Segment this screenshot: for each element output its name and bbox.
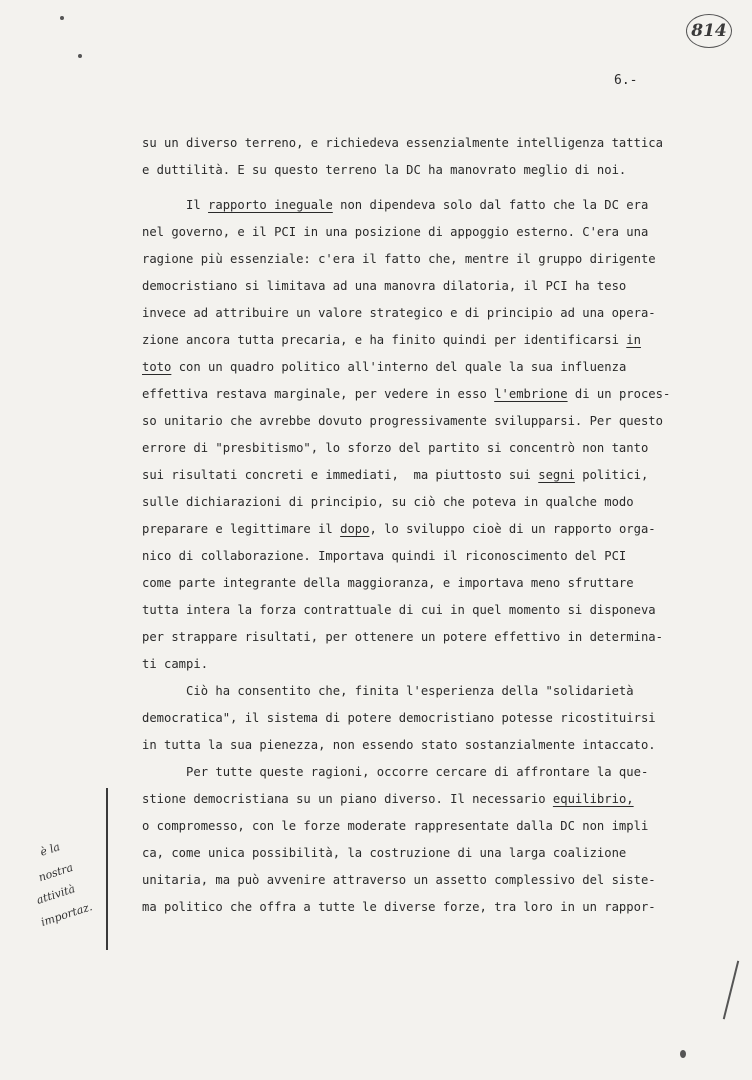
text-segment: di un proces-: [567, 387, 671, 401]
text-line: [142, 548, 626, 564]
text-line: [142, 440, 648, 456]
text-segment: effettiva restava marginale, per vedere in esso: [142, 387, 495, 401]
text-line: [142, 135, 663, 151]
text-segment: come parte integrante della maggioranza, e importava meno sfruttare: [142, 576, 634, 590]
text-line: [142, 332, 641, 348]
text-segment: Il: [142, 198, 209, 212]
text-line: [142, 764, 648, 780]
text-line: [142, 629, 663, 645]
text-segment: ma politico che offra a tutte le diverse forze, tra loro in un rappor-: [142, 900, 656, 914]
text-line: [142, 845, 626, 861]
ink-speck: [78, 54, 82, 58]
text-segment: unitaria, ma può avvenire attraverso un assetto complessivo del siste-: [142, 873, 656, 887]
archive-stamp: 814: [686, 14, 732, 48]
text-line: [142, 359, 626, 375]
text-line: [142, 305, 656, 321]
margin-note-line: nostra: [36, 860, 75, 885]
underlined-text: dopo: [340, 522, 370, 536]
page-number: 6.-: [614, 73, 638, 88]
text-segment: nico di collaborazione. Importava quindi il riconoscimento del PCI: [142, 549, 627, 563]
text-line: [142, 575, 634, 591]
text-line: [142, 162, 626, 178]
text-line: [142, 197, 648, 213]
text-line: [142, 386, 670, 402]
text-segment: Ciò ha consentito che, finita l'esperienza della "solidarietà: [142, 684, 634, 698]
text-line: [142, 251, 656, 267]
text-line: [142, 791, 634, 807]
margin-note-line: è la: [38, 840, 62, 859]
margin-vertical-line: [106, 788, 108, 950]
text-segment: , lo sviluppo cioè di un rapporto orga-: [369, 522, 656, 536]
text-segment: zione ancora tutta precaria, e ha finito quindi per identificarsi: [142, 333, 627, 347]
underlined-text: segni: [538, 468, 575, 482]
text-segment: ragione più essenziale: c'era il fatto che, mentre il gruppo dirigente: [142, 252, 656, 266]
text-segment: o compromesso, con le forze moderate rappresentate dalla DC non impli: [142, 819, 649, 833]
text-segment: democratica", il sistema di potere democristiano potesse ricostituirsi: [142, 711, 656, 725]
text-line: [142, 467, 648, 483]
text-segment: so unitario che avrebbe dovuto progressivamente svilupparsi. Per questo: [142, 414, 663, 428]
text-line: [142, 710, 656, 726]
underlined-text: rapporto ineguale: [208, 198, 333, 212]
underlined-text: toto: [142, 360, 172, 374]
text-segment: per strappare risultati, per ottenere un potere effettivo in determina-: [142, 630, 663, 644]
text-segment: democristiano si limitava ad una manovra dilatoria, il PCI ha teso: [142, 279, 627, 293]
text-segment: Per tutte queste ragioni, occorre cercare di affrontare la que-: [142, 765, 649, 779]
text-segment: errore di "presbitismo", lo sforzo del partito si concentrò non tanto: [142, 441, 649, 455]
text-segment: e duttilità. E su questo terreno la DC ha manovrato meglio di noi.: [142, 163, 627, 177]
text-line: [142, 818, 648, 834]
text-segment: nel governo, e il PCI in una posizione di appoggio esterno. C'era una: [142, 225, 649, 239]
text-line: [142, 602, 656, 618]
text-segment: sui risultati concreti e immediati, ma piuttosto sui: [142, 468, 539, 482]
text-segment: tutta intera la forza contrattuale di cui in quel momento si disponeva: [142, 603, 656, 617]
text-line: [142, 737, 656, 753]
text-segment: ti campi.: [142, 657, 209, 671]
text-line: [142, 521, 656, 537]
underlined-text: equilibrio,: [552, 792, 634, 806]
text-line: [142, 224, 648, 240]
underlined-text: l'embrione: [494, 387, 568, 401]
text-segment: in tutta la sua pienezza, non essendo stato sostanzialmente intaccato.: [142, 738, 656, 752]
text-segment: preparare e legittimare il: [142, 522, 341, 536]
text-segment: non dipendeva solo dal fatto che la DC era: [332, 198, 649, 212]
text-line: [142, 872, 656, 888]
text-segment: su un diverso terreno, e richiedeva essenzialmente intelligenza tattica: [142, 136, 663, 150]
text-line: [142, 413, 663, 429]
margin-note-line: importaz.: [39, 900, 94, 929]
pencil-mark: [723, 961, 739, 1020]
margin-note-line: attività: [34, 882, 77, 907]
text-line: [142, 278, 626, 294]
ink-speck: [680, 1050, 686, 1058]
ink-speck: [60, 16, 64, 20]
text-segment: con un quadro politico all'interno del quale la sua influenza: [171, 360, 627, 374]
text-segment: ca, come unica possibilità, la costruzione di una larga coalizione: [142, 846, 627, 860]
text-segment: sulle dichiarazioni di principio, su ciò che poteva in qualche modo: [142, 495, 634, 509]
text-segment: politici,: [574, 468, 649, 482]
text-line: [142, 494, 634, 510]
text-segment: stione democristiana su un piano diverso. Il necessario: [142, 792, 553, 806]
text-line: [142, 683, 634, 699]
text-line: [142, 899, 656, 915]
underlined-text: in: [626, 333, 641, 347]
text-line: [142, 656, 208, 672]
text-segment: invece ad attribuire un valore strategico e di principio ad una opera-: [142, 306, 656, 320]
